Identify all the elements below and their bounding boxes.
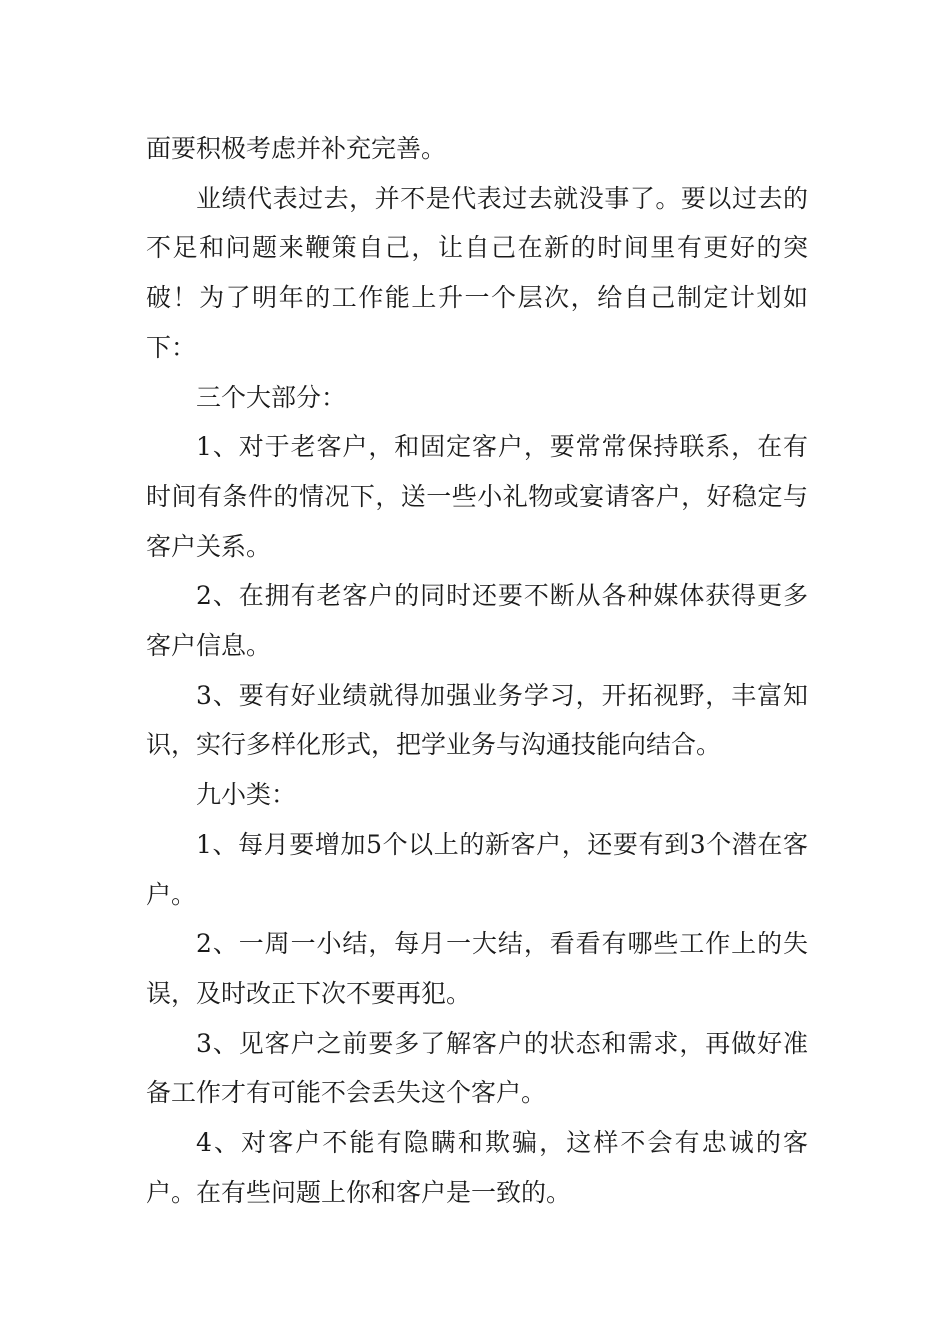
list-item-part-3: 3、要有好业绩就得加强业务学习，开拓视野，丰富知识，实行多样化形式，把学业务与沟通技能向结合。 [146,680,808,760]
paragraph-continuation: 面要积极考虑并补充完善。 [146,134,447,163]
list-item-category-3: 3、见客户之前要多了解客户的状态和需求，再做好准备工作才有可能不会丢失这个客户。 [146,1028,808,1108]
document-body [146,124,808,1217]
heading-three-parts: 三个大部分： [196,382,347,412]
paragraph-performance: 业绩代表过去，并不是代表过去就没事了。要以过去的不足和问题来鞭策自己，让自己在新的时间里有更好的突破！为了明年的工作能上升一个层次，给自己制定计划如下： [146,183,808,362]
list-item-part-1: 1、对于老客户，和固定客户，要常常保持联系，在有时间有条件的情况下，送一些小礼物或宴请客户，好稳定与客户关系。 [146,432,808,561]
list-item-part-2: 2、在拥有老客户的同时还要不断从各种媒体获得更多客户信息。 [146,581,808,661]
list-item-category-1: 1、每月要增加5个以上的新客户，还要有到3个潜在客户。 [146,829,808,909]
heading-nine-categories: 九小类： [196,780,297,810]
list-item-category-2: 2、一周一小结，每月一大结，看看有哪些工作上的失误，及时改正下次不要再犯。 [146,929,808,1008]
list-item-category-4: 4、对客户不能有隐瞒和欺骗，这样不会有忠诚的客户。在有些问题上你和客户是一致的。 [146,1128,808,1207]
